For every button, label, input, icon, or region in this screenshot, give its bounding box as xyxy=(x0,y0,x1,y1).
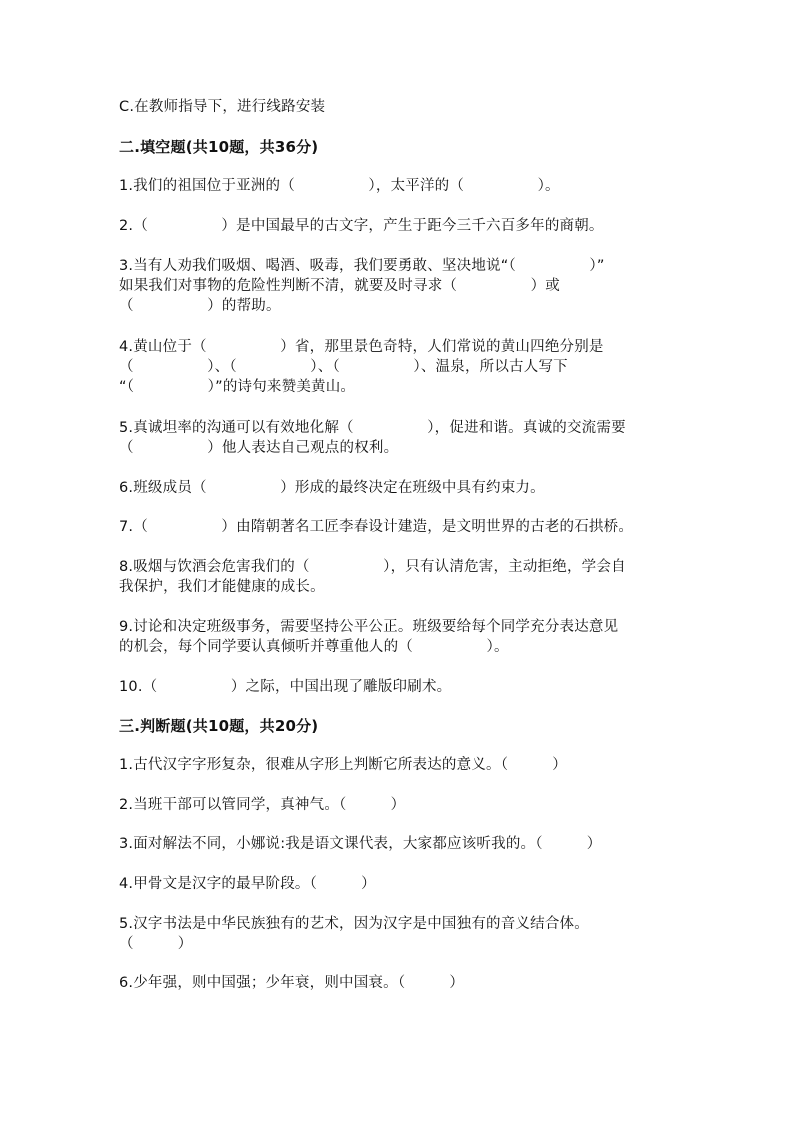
fill-question-4-line-3: “（ ）”的诗句来赞美黄山。 xyxy=(119,379,356,395)
judge-question-5-line-2: （ ） xyxy=(119,936,193,952)
fill-question-8-line-2: 我保护，我们才能健康的成长。 xyxy=(119,579,325,595)
section-3-heading: 三.判断题(共10题，共20分) xyxy=(119,717,319,735)
fill-question-3-line-2: 如果我们对事物的危险性判断不清，就要及时寻求（ ）或 xyxy=(119,278,560,294)
fill-question-10: 10.（ ）之际，中国出现了雕版印刷术。 xyxy=(119,679,452,695)
section-2-heading: 二.填空题(共10题，共36分) xyxy=(119,138,319,156)
option-c: C.在教师指导下，进行线路安装 xyxy=(119,99,326,115)
judge-question-4: 4.甲骨文是汉字的最早阶段。（ ） xyxy=(119,876,376,892)
fill-question-3-line-1: 3.当有人劝我们吸烟、喝酒、吸毒，我们要勇敢、坚决地说“（ ）” xyxy=(119,258,605,274)
judge-question-6: 6.少年强，则中国强；少年衰，则中国衰。（ ） xyxy=(119,975,465,991)
judge-question-2: 2.当班干部可以管同学，真神气。（ ） xyxy=(119,797,406,813)
judge-question-3: 3.面对解法不同，小娜说:我是语文课代表，大家都应该听我的。（ ） xyxy=(119,836,602,852)
fill-question-4-line-1: 4.黄山位于（ ）省，那里景色奇特，人们常说的黄山四绝分别是 xyxy=(119,339,604,355)
fill-question-3-line-3: （ ）的帮助。 xyxy=(119,298,281,314)
judge-question-5-line-1: 5.汉字书法是中华民族独有的艺术，因为汉字是中国独有的音义结合体。 xyxy=(119,916,589,932)
judge-question-1: 1.古代汉字字形复杂，很难从字形上判断它所表达的意义。（ ） xyxy=(119,757,567,773)
fill-question-5-line-1: 5.真诚坦率的沟通可以有效地化解（ ），促进和谐。真诚的交流需要 xyxy=(119,420,626,436)
fill-question-2: 2.（ ）是中国最早的古文字，产生于距今三千六百多年的商朝。 xyxy=(119,218,604,234)
fill-question-4-line-2: （ ）、（ ）、（ ）、温泉，所以古人写下 xyxy=(119,359,568,375)
fill-question-8-line-1: 8.吸烟与饮酒会危害我们的（ ），只有认清危害，主动拒绝，学会自 xyxy=(119,559,626,575)
fill-question-1: 1.我们的祖国位于亚洲的（ ），太平洋的（ ）。 xyxy=(119,178,560,194)
fill-question-9-line-1: 9.讨论和决定班级事务，需要坚持公平公正。班级要给每个同学充分表达意见 xyxy=(119,619,619,635)
fill-question-9-line-2: 的机会，每个同学要认真倾听并尊重他人的（ ）。 xyxy=(119,639,509,655)
fill-question-5-line-2: （ ）他人表达自己观点的权利。 xyxy=(119,440,399,456)
fill-question-7: 7.（ ）由隋朝著名工匠李春设计建造，是文明世界的古老的石拱桥。 xyxy=(119,519,634,535)
fill-question-6: 6.班级成员（ ）形成的最终决定在班级中具有约束力。 xyxy=(119,480,545,496)
